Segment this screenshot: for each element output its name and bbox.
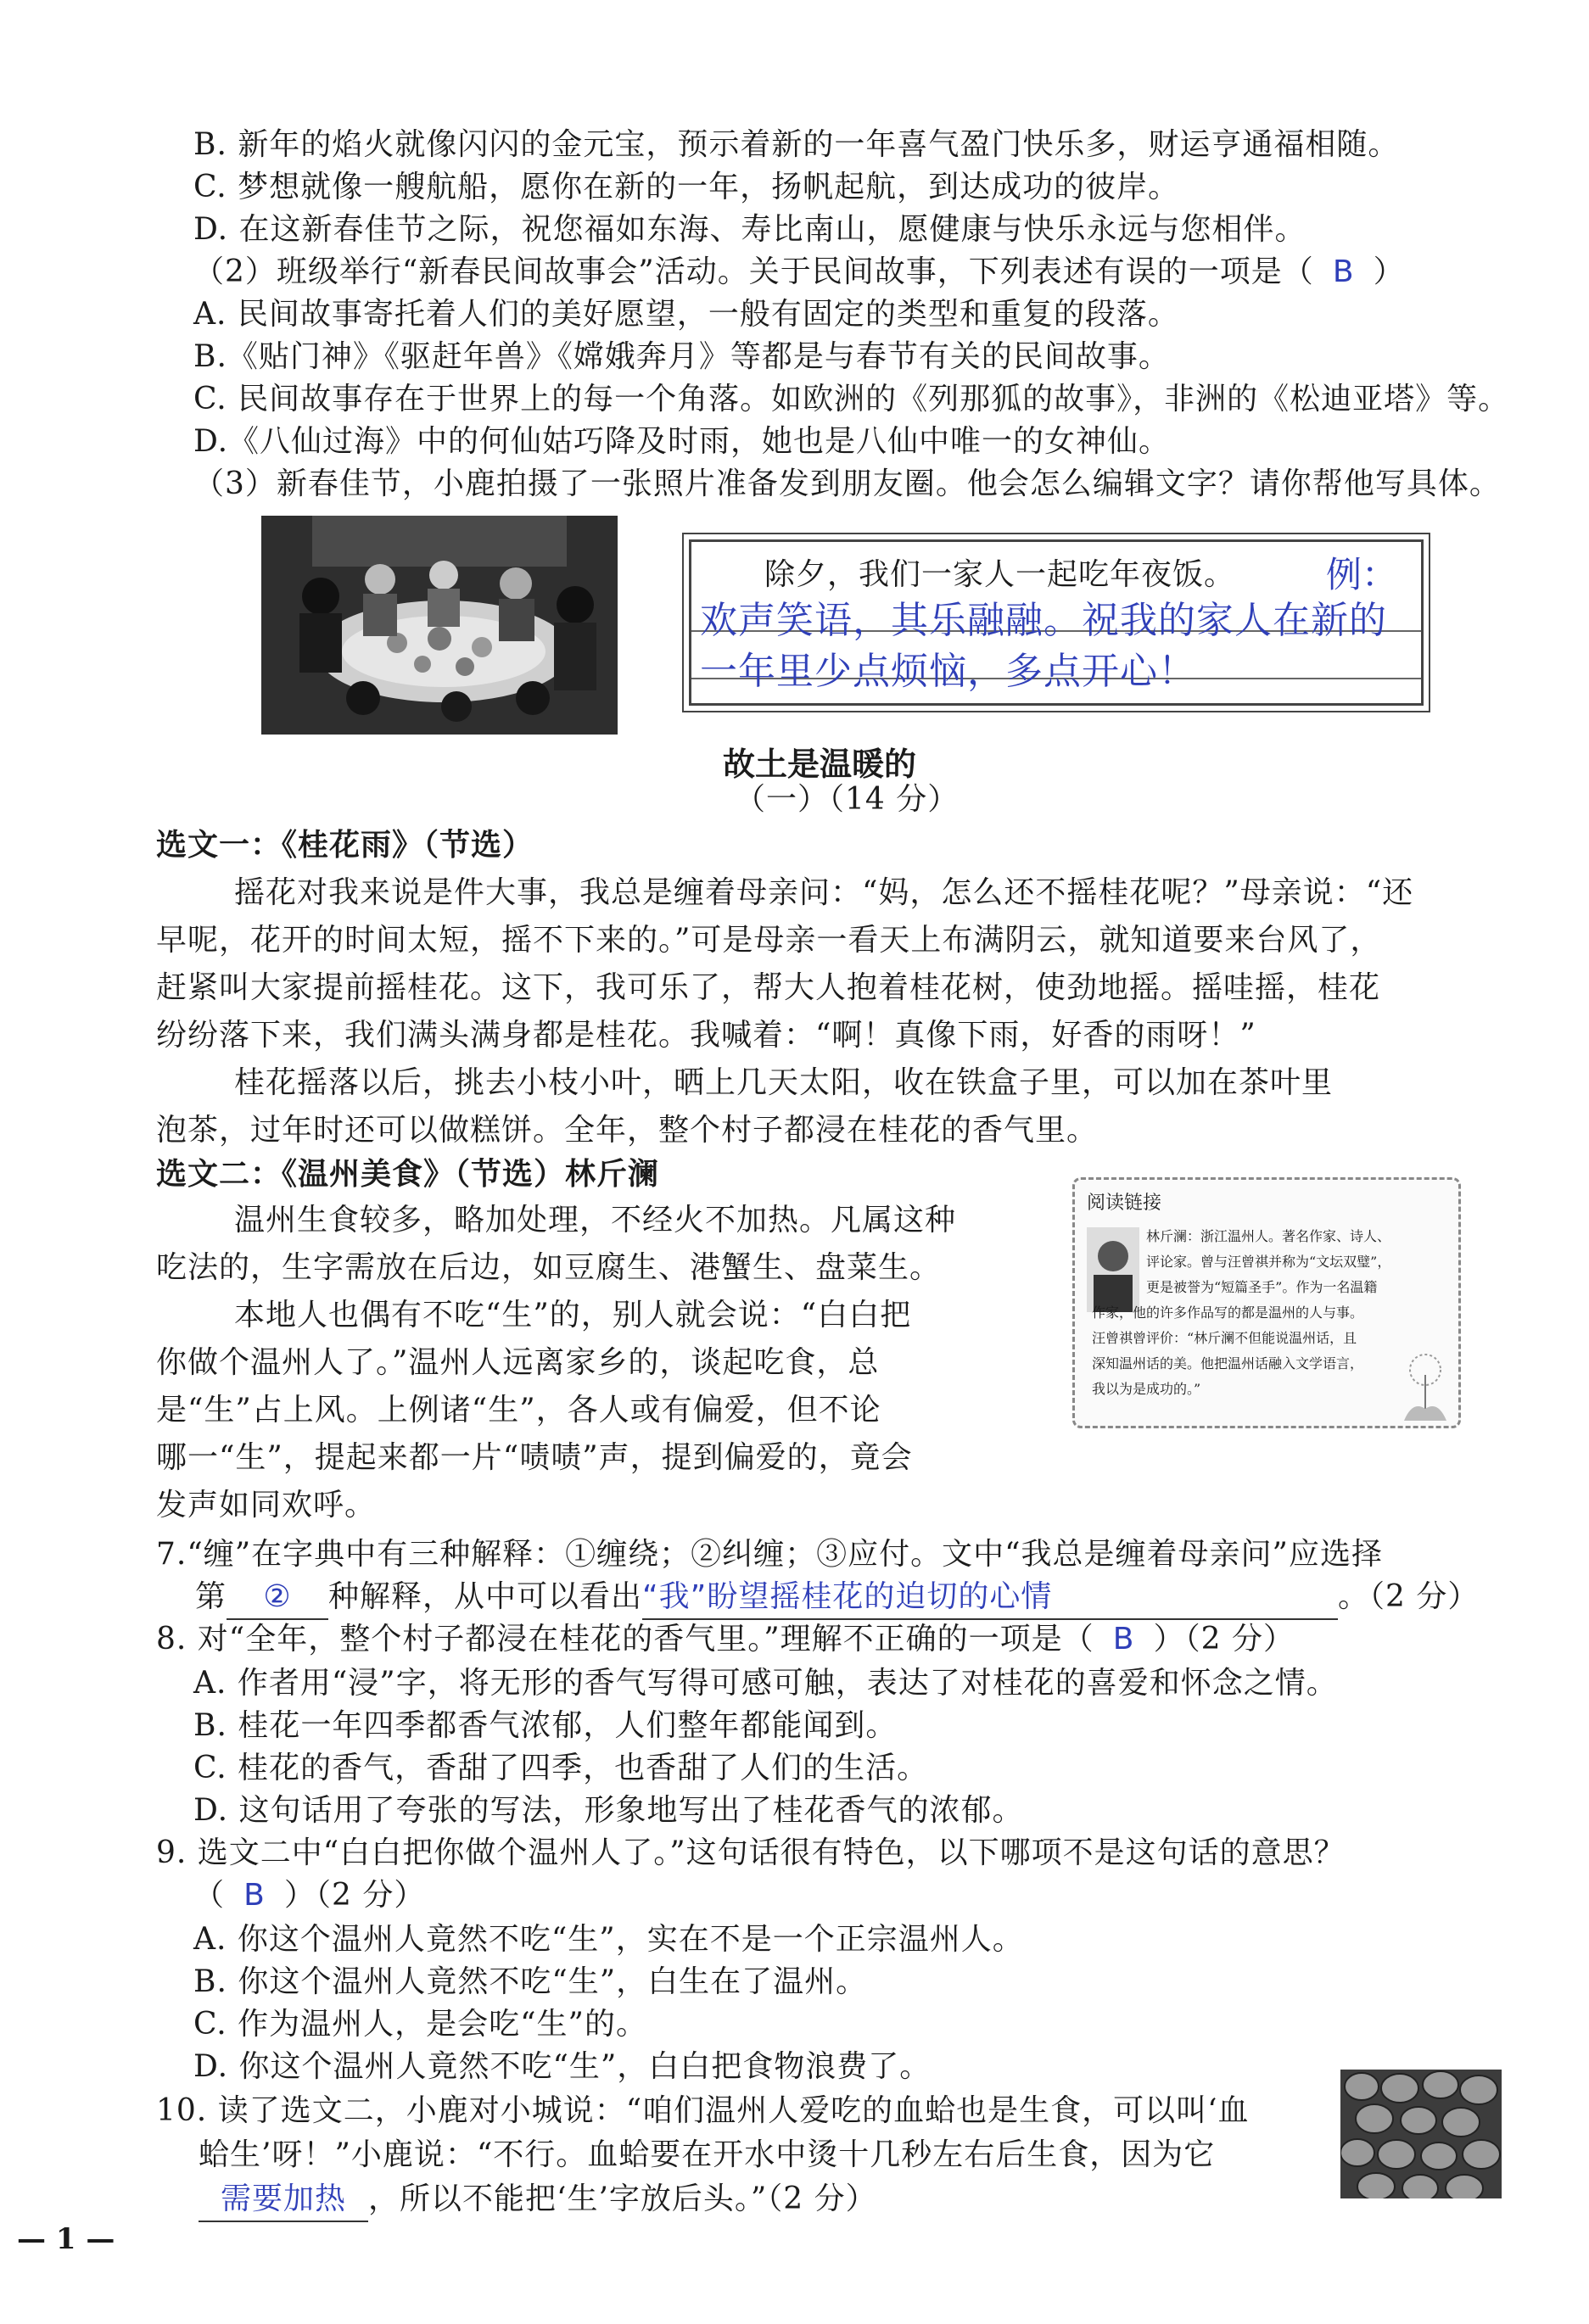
box-handwritten-line-1: 欢声笑语，其乐融融。祝我的家人在新的 (700, 599, 1387, 642)
q7-answer-1: ② (227, 1576, 328, 1620)
q8-score: ）（2 分） (1153, 1622, 1295, 1656)
q7-post: 。（2 分） (1338, 1579, 1480, 1614)
text2-line5: 是“生”占上风。上例诸“生”，各人或有偏爱，但不论 (156, 1393, 881, 1427)
text2-line2: 吃法的，生字需放在后边，如豆腐生、港蟹生、盘菜生。 (156, 1250, 942, 1285)
reading-link-line-5: 汪曾祺曾评价：“林斤澜不但能说温州话，且 (1092, 1330, 1357, 1346)
wechat-caption-box (689, 539, 1424, 706)
q6-sub2-close: ） (1373, 254, 1405, 289)
q8-option-b: B. 桂花一年四季都香气浓郁，人们整年都能闻到。 (193, 1708, 898, 1743)
q6-option-c: C. 梦想就像一艘航船，愿你在新的一年，扬帆起航，到达成功的彼岸。 (193, 170, 1180, 204)
box-handwritten-example: 例： (1326, 554, 1398, 595)
text2-line1: 温州生食较多，略加处理，不经火不加热。凡属这种 (234, 1203, 957, 1237)
section-part: （一）（14 分） (735, 782, 960, 817)
blood-clam-illustration (1340, 2070, 1502, 2198)
family-dinner-illustration (261, 516, 618, 735)
q6-sub2-option-d: D.《八仙过海》中的何仙姑巧降及时雨，她也是八仙中唯一的女神仙。 (193, 424, 1171, 459)
q9-option-a: A. 你这个温州人竟然不吃“生”，实在不是一个正宗温州人。 (193, 1922, 1024, 1957)
q9-open: （ (193, 1878, 226, 1913)
reading-link-line-6: 深知温州话的美。他把温州话融入文学语言， (1092, 1355, 1364, 1371)
q6-sub2-stem (193, 251, 1405, 293)
q10-line2: 蛤生’呀！”小鹿说：“不行。血蛤要在开水中烫十几秒左右后生食，因为它 (199, 2137, 1216, 2172)
q9-stem: 9. 选文二中“白白把你做个温州人了。”这句话很有特色，以下哪项不是这句话的意思？ (156, 1835, 1346, 1870)
q6-sub2-option-b: B.《贴门神》《驱赶年兽》《嫦娥奔月》等都是与春节有关的民间故事。 (193, 339, 1170, 374)
q9-score: ）（2 分） (284, 1878, 426, 1913)
reading-link-card (1072, 1177, 1461, 1428)
text2-line6: 哪一“生”，提起来都一片“啧啧”声，提到偏爱的，竟会 (156, 1440, 913, 1475)
reading-link-line-7: 我以为是成功的。” (1092, 1381, 1201, 1397)
q6-sub3-stem: （3）新春佳节，小鹿拍摄了一张照片准备发到朋友圈。他会怎么编辑文字？请你帮他写具体。 (193, 466, 1501, 501)
text2-label: 选文二：《温州美食》（节选）林斤澜 (156, 1157, 660, 1192)
box-printed-text: 除夕，我们一家人一起吃年夜饭。 (764, 557, 1236, 592)
family-dinner-photo (261, 516, 618, 735)
text2-line7: 发声如同欢呼。 (156, 1488, 377, 1522)
q9-answer: B (243, 1878, 266, 1913)
q7-stem-line1: 7.“缠”在字典中有三种解释：①缠绕；②纠缠；③应付。文中“我总是缠着母亲问”应选择 (156, 1537, 1383, 1572)
q6-sub2-stem-text: （2）班级举行“新春民间故事会”活动。关于民间故事，下列表述有误的一项是（ (193, 254, 1314, 289)
text1-p1-line2: 早呢，花开的时间太短，摇不下来的。”可是母亲一看天上布满阴云，就知道要来台风了， (156, 923, 1382, 958)
q6-option-d: D. 在这新春佳节之际，祝您福如东海、寿比南山，愿健康与快乐永远与您相伴。 (193, 212, 1306, 247)
q10-answer: 需要加热 (199, 2178, 368, 2222)
reading-link-line-2: 评论家。曾与汪曾祺并称为“文坛双璧”， (1146, 1254, 1391, 1270)
q8-answer: B (1112, 1622, 1135, 1656)
text1-p2-line2: 泡茶，过年时还可以做糕饼。全年，整个村子都浸在桂花的香气里。 (156, 1113, 1099, 1148)
q8-stem-text: 8. 对“全年，整个村子都浸在桂花的香气里。”理解不正确的一项是（ (156, 1622, 1094, 1656)
q8-option-d: D. 这句话用了夸张的写法，形象地写出了桂花香气的浓郁。 (193, 1793, 1024, 1828)
blood-clam-photo (1340, 2070, 1502, 2198)
text2-line3: 本地人也偶有不吃“生”的，别人就会说：“白白把 (234, 1298, 912, 1332)
reading-link-line-1: 林斤澜：浙江温州人。著名作家、诗人、 (1146, 1228, 1391, 1244)
text1-p1-line1: 摇花对我来说是件大事，我总是缠着母亲问：“妈，怎么还不摇桂花呢？”母亲说：“还 (234, 875, 1414, 910)
q10-line3-text: ，所以不能把‘生’字放后头。”（2 分） (368, 2182, 877, 2216)
q6-sub2-option-c: C. 民间故事存在于世界上的每一个角落。如欧洲的《列那狐的故事》，非洲的《松迪亚塔》等。 (193, 382, 1510, 416)
q7-pre: 第 (195, 1579, 227, 1614)
q8-option-a: A. 作者用“浸”字，将无形的香气写得可感可触，表达了对桂花的喜爱和怀念之情。 (193, 1666, 1338, 1701)
q9-option-c: C. 作为温州人，是会吃“生”的。 (193, 2007, 647, 2042)
reading-link-text (1146, 1224, 1390, 1300)
q9-option-b: B. 你这个温州人竟然不吃“生”，白生在了温州。 (193, 1964, 868, 1999)
text1-p1-line3: 赶紧叫大家提前摇桂花。这下，我可乐了，帮大人抱着桂花树，使劲地摇。摇哇摇，桂花 (156, 970, 1381, 1005)
reading-link-text-lower (1092, 1300, 1363, 1402)
reading-link-header: 阅读链接 (1087, 1193, 1162, 1214)
q9-option-d: D. 你这个温州人竟然不吃“生”，白白把食物浪费了。 (193, 2049, 932, 2084)
q6-sub2-option-a: A. 民间故事寄托着人们的美好愿望，一般有固定的类型和重复的段落。 (193, 297, 1179, 332)
q6-sub2-answer: B (1332, 254, 1355, 289)
q8-stem (156, 1618, 1295, 1661)
author-portrait-icon (1087, 1227, 1139, 1312)
text2-line4: 你做个温州人了。”温州人远离家乡的，谈起吃食，总 (156, 1345, 880, 1380)
reading-link-line-3: 更是被誉为“短篇圣手”。作为一名温籍 (1146, 1279, 1378, 1295)
text1-p2-line1: 桂花摇落以后，挑去小枝小叶，晒上几天太阳，收在铁盒子里，可以加在茶叶里 (234, 1065, 1334, 1100)
dandelion-decoration-icon (1396, 1349, 1455, 1421)
section-title: 故土是温暖的 (723, 746, 917, 783)
text1-p1-line4: 纷纷落下来，我们满头满身都是桂花。我喊着：“啊！真像下雨，好香的雨呀！” (156, 1018, 1256, 1053)
q7-stem-line2 (195, 1576, 1479, 1620)
q7-mid: 种解释，从中可以看出 (328, 1579, 643, 1614)
q8-option-c: C. 桂花的香气，香甜了四季，也香甜了人们的生活。 (193, 1751, 929, 1785)
q10-line1: 10. 读了选文二，小鹿对小城说：“咱们温州人爱吃的血蛤也是生食，可以叫‘血 (156, 2093, 1250, 2128)
page-number: — 1 — (17, 2222, 115, 2256)
page-number-value: 1 (55, 2222, 76, 2256)
reading-link-line-4: 作家，他的许多作品写的都是温州的人与事。 (1092, 1304, 1364, 1321)
q10-line3 (199, 2178, 877, 2222)
text1-label: 选文一：《桂花雨》（节选） (156, 828, 534, 863)
q9-answer-line (193, 1874, 425, 1917)
box-handwritten-line-2: 一年里少点烦恼，多点开心！ (700, 650, 1196, 693)
q6-option-b: B. 新年的焰火就像闪闪的金元宝，预示着新的一年喜气盈门快乐多，财运亨通福相随。 (193, 127, 1400, 162)
q7-answer-2: “我”盼望摇桂花的迫切的心情 (642, 1576, 1338, 1620)
